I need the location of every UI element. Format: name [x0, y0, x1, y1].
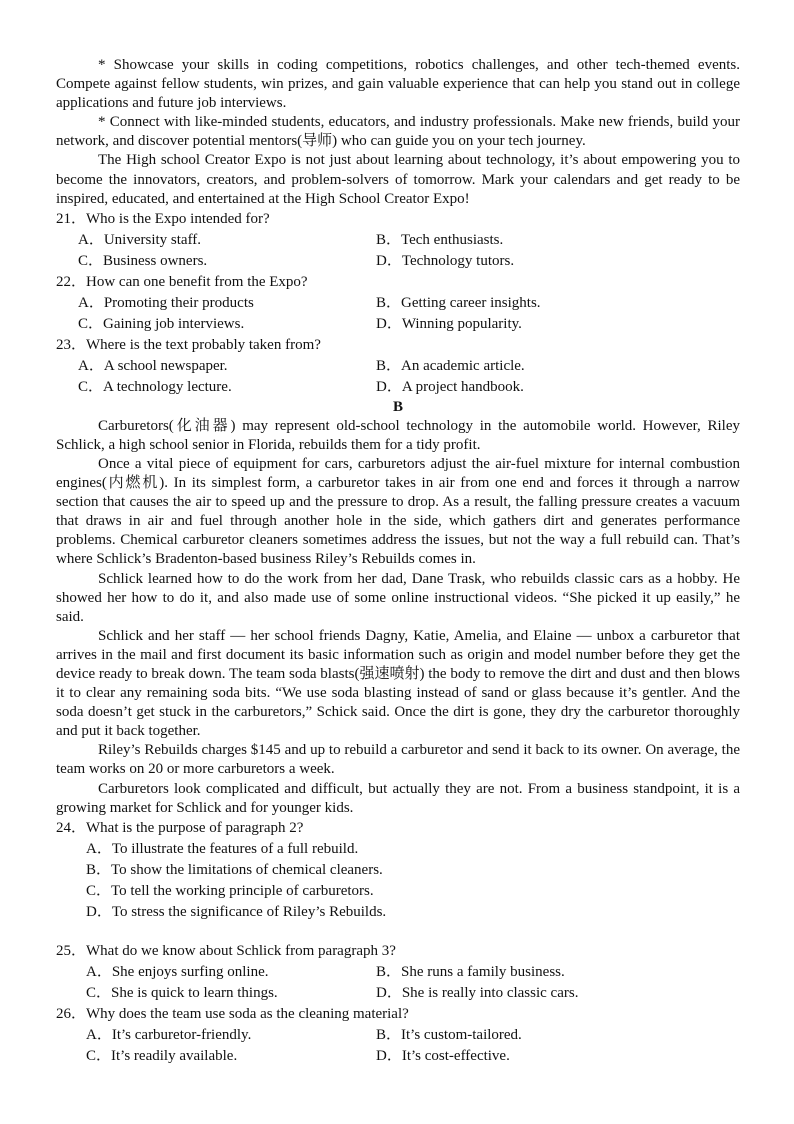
passage-b-paragraph-6: Carburetors look complicated and difficult, but actually they are not. From a business standpoint, it is a growing market for Schlick and for younger kids. [56, 780, 740, 816]
passage-b-paragraph-4: Schlick and her staff — her school friends Dagny, Katie, Amelia, and Elaine — unbox a carburetor that arrives in the mail and first document its basic information such as origin and model number before they get the device ready to break down. The team soda blasts(强速喷射) the body to remove the dirt and dust and then blows it to clear any remaining soda bits. “We use soda blasting instead of sand or glass because it’s gentler. And the soda doesn’t get stuck in the carburetors,” Schick said. Once the dirt is gone, they dry the carburetor thoroughly and put it back together. [56, 627, 740, 740]
option-c: C．To tell the working principle of carburetors. [86, 882, 374, 899]
passage-a-paragraph-3: The High school Creator Expo is not just about learning about technology, it’s about empowering you to become the innovators, creators, and problem-solvers of tomorrow. Mark your calendars and get ready to be inspired, educated, and entertained at the High School Creator Expo! [56, 152, 740, 207]
option-list [56, 356, 740, 398]
option-list [56, 839, 740, 923]
option-a: A．Promoting their products [78, 294, 254, 311]
option-b: B．She runs a family business. [376, 963, 565, 980]
question-stem: 22．How can one benefit from the Expo? [56, 273, 308, 290]
passage-b-paragraph-5: Riley’s Rebuilds charges $145 and up to rebuild a carburetor and send it back to its owner. On average, the team works on 20 or more carburetors a week. [56, 742, 740, 778]
question-stem: 24．What is the purpose of paragraph 2? [56, 819, 304, 836]
question-26 [56, 1004, 740, 1067]
option-c: C．It’s readily available. [86, 1047, 238, 1064]
option-b: B．To show the limitations of chemical cleaners. [86, 861, 383, 878]
question-stem: 21．Who is the Expo intended for? [56, 210, 270, 227]
option-d: D．A project handbook. [376, 378, 524, 395]
option-d: D．Winning popularity. [376, 315, 522, 332]
option-d: D．Technology tutors. [376, 252, 515, 269]
option-a: A．It’s carburetor-friendly. [86, 1026, 252, 1043]
option-c: C．A technology lecture. [78, 378, 232, 395]
question-25 [56, 941, 740, 1004]
passage-b-paragraph-1: Carburetors(化油器) may represent old-school technology in the automobile world. However, Riley Schlick, a high school senior in Florida, rebuilds them for a tidy profit. [56, 417, 740, 453]
passage-a [56, 56, 740, 209]
option-a: A．She enjoys surfing online. [86, 963, 269, 980]
option-d: D．She is really into classic cars. [376, 984, 579, 1001]
question-24 [56, 818, 740, 923]
option-a: A．A school newspaper. [78, 357, 228, 374]
spacer [56, 923, 740, 941]
passage-a-paragraph-1: * Showcase your skills in coding competitions, robotics challenges, and other tech-themed events. Compete against fellow students, win prizes, and gain valuable experience that can help you stand out in college applications and future job interviews. [56, 57, 740, 112]
question-stem: 26．Why does the team use soda as the cleaning material? [56, 1005, 409, 1022]
question-stem: 25．What do we know about Schlick from paragraph 3? [56, 942, 396, 959]
passage-b-paragraph-3: Schlick learned how to do the work from her dad, Dane Trask, who rebuilds classic cars as a hobby. He showed her how to do it, and also made use of some online instructional videos. “She picked it up easily,” he said. [56, 570, 740, 625]
question-23 [56, 335, 740, 398]
passage-b [56, 417, 740, 818]
option-b: B．Getting career insights. [376, 294, 541, 311]
section-b-title: B [392, 398, 403, 415]
option-c: C．She is quick to learn things. [86, 984, 278, 1001]
option-b: B．Tech enthusiasts. [376, 231, 504, 248]
question-stem: 23．Where is the text probably taken from? [56, 336, 321, 353]
option-b: B．An academic article. [376, 357, 525, 374]
option-list [56, 293, 740, 335]
passage-a-paragraph-2: * Connect with like-minded students, educators, and industry professionals. Make new friends, build your network, and discover potential mentors(导师) who can guide you on your tech journey. [56, 114, 740, 150]
option-c: C．Gaining job interviews. [78, 315, 245, 332]
question-21 [56, 209, 740, 272]
option-list [56, 1025, 740, 1067]
option-a: A．To illustrate the features of a full rebuild. [86, 840, 359, 857]
option-c: C．Business owners. [78, 252, 208, 269]
option-a: A．University staff. [78, 231, 202, 248]
question-22 [56, 272, 740, 335]
option-b: B．It’s custom-tailored. [376, 1026, 522, 1043]
option-list [56, 230, 740, 272]
exam-page [56, 56, 740, 1067]
option-d: D．It’s cost-effective. [376, 1047, 510, 1064]
option-d: D．To stress the significance of Riley’s Rebuilds. [86, 903, 387, 920]
passage-b-paragraph-2: Once a vital piece of equipment for cars, carburetors adjust the air-fuel mixture for internal combustion engines(内燃机). In its simplest form, a carburetor takes in air from one end and forces it through a narrow section that causes the air to speed up and the pressure to drop. As a result, the falling pressure creates a vacuum that draws in air and fuel through another hole in the side, which gathers dirt and generates performance problems. Chemical carburetor cleaners sometimes address the issues, but not the way a full rebuild can. That’s where Schlick’s Bradenton-based business Riley’s Rebuilds comes in. [56, 455, 740, 568]
option-list [56, 962, 740, 1004]
